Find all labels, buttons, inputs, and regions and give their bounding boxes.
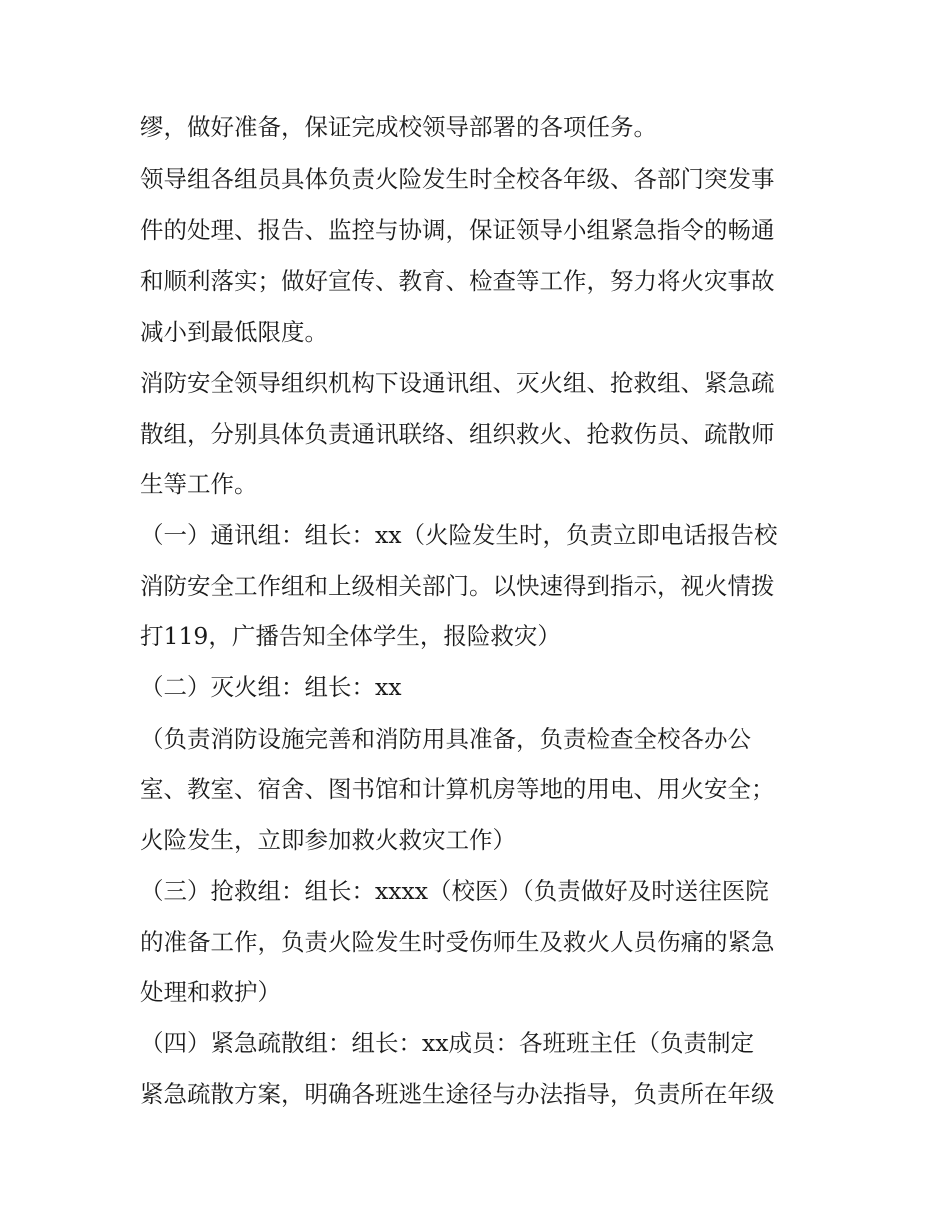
text-line: 缪，做好准备，保证完成校领导部署的各项任务。 — [140, 113, 657, 141]
text-line: 处理和救护） — [140, 978, 281, 1006]
text-line: 火险发生，立即参加救火救灾工作） — [140, 826, 516, 854]
text-line: 的准备工作，负责火险发生时受伤师生及救火人员伤痛的紧急 — [140, 928, 775, 956]
text-line: 消防安全工作组和上级相关部门。以快速得到指示，视火情拨 — [140, 572, 775, 600]
text-line: （二）灭火组：组长：xx — [140, 673, 402, 701]
text-line: 和顺利落实；做好宣传、教育、检查等工作，努力将火灾事故 — [140, 267, 775, 295]
text-line: （三）抢救组：组长：xxxx（校医）（负责做好及时送往医院 — [140, 877, 769, 905]
text-line: （四）紧急疏散组：组长：xx成员：各班班主任（负责制定 — [140, 1029, 755, 1057]
text-line: 消防安全领导组织机构下设通讯组、灭火组、抢救组、紧急疏 — [140, 369, 775, 397]
text-line: 紧急疏散方案，明确各班逃生途径与办法指导，负责所在年级 — [140, 1080, 775, 1108]
text-line: 室、教室、宿舍、图书馆和计算机房等地的用电、用火安全； — [140, 775, 775, 803]
text-line: （负责消防设施完善和消防用具准备，负责检查全校各办公 — [140, 725, 751, 753]
text-line: 领导组各组员具体负责火险发生时全校各年级、各部门突发事 — [140, 165, 775, 193]
text-line: 件的处理、报告、监控与协调，保证领导小组紧急指令的畅通 — [140, 216, 775, 244]
text-line: 散组，分别具体负责通讯联络、组织救火、抢救伤员、疏散师 — [140, 420, 775, 448]
text-line: 生等工作。 — [140, 470, 258, 498]
text-line: 打119，广播告知全体学生，报险救灾） — [140, 622, 561, 650]
text-line: （一）通讯组：组长：xx（火险发生时，负责立即电话报告校 — [140, 521, 778, 549]
text-line: 减小到最低限度。 — [140, 318, 328, 346]
